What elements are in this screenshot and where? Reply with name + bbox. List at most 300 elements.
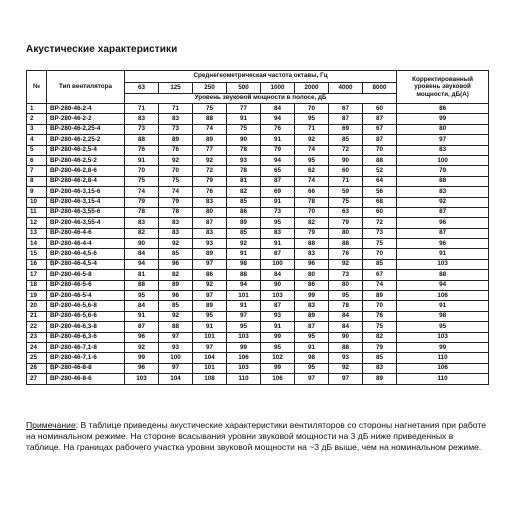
header-frequency: 1000	[261, 83, 295, 94]
row-number: 27	[27, 374, 47, 384]
fan-model: ВР-280-46-3,15-4	[47, 197, 125, 207]
sound-level: 95	[295, 363, 329, 373]
sound-level: 88	[329, 342, 363, 352]
sound-level: 91	[227, 301, 261, 311]
sound-level: 88	[125, 280, 159, 290]
row-number: 24	[27, 342, 47, 352]
sound-level: 78	[329, 301, 363, 311]
sound-level: 67	[363, 124, 397, 134]
corrected-level: 103	[397, 259, 489, 269]
sound-level: 78	[227, 145, 261, 155]
corrected-level: 83	[397, 187, 489, 197]
sound-level: 96	[125, 332, 159, 342]
row-number: 4	[27, 135, 47, 145]
sound-level: 87	[125, 322, 159, 332]
fan-model: ВР-280-46-7,1-8	[47, 342, 125, 352]
header-frequency: 63	[125, 83, 159, 94]
header-frequency: 4000	[329, 83, 363, 94]
table-row	[27, 301, 489, 311]
sound-level: 104	[159, 374, 193, 384]
fan-model: ВР-280-46-2,8-4	[47, 176, 125, 186]
sound-level: 89	[227, 218, 261, 228]
row-number: 5	[27, 145, 47, 155]
sound-level: 78	[125, 207, 159, 217]
fan-model: ВР-280-46-7,1-6	[47, 353, 125, 363]
sound-level: 88	[227, 270, 261, 280]
sound-level: 73	[159, 124, 193, 134]
fan-model: ВР-280-46-3,55-6	[47, 207, 125, 217]
sound-level: 95	[295, 332, 329, 342]
sound-level: 60	[363, 104, 397, 114]
sound-level: 83	[295, 249, 329, 259]
sound-level: 108	[193, 374, 227, 384]
fan-model: ВР-280-46-4-4	[47, 239, 125, 249]
sound-level: 74	[295, 145, 329, 155]
sound-level: 95	[295, 155, 329, 165]
sound-level: 96	[125, 363, 159, 373]
table-row	[27, 332, 489, 342]
header-frequency-group: Среднегеометрическая частота октавы, Гц	[125, 71, 397, 83]
header-frequency: 250	[193, 83, 227, 94]
corrected-level: 96	[397, 218, 489, 228]
row-number: 6	[27, 155, 47, 165]
sound-level: 74	[193, 124, 227, 134]
header-frequency: 500	[227, 83, 261, 94]
corrected-level: 110	[397, 353, 489, 363]
sound-level: 64	[363, 176, 397, 186]
table-row	[27, 311, 489, 321]
sound-level: 97	[193, 291, 227, 301]
row-number: 20	[27, 301, 47, 311]
sound-level: 70	[159, 166, 193, 176]
fan-model: ВР-280-46-3,15-6	[47, 187, 125, 197]
fan-model: ВР-280-46-5,6-6	[47, 311, 125, 321]
row-number: 16	[27, 259, 47, 269]
sound-level: 90	[329, 332, 363, 342]
sound-level: 67	[363, 270, 397, 280]
row-number: 10	[27, 197, 47, 207]
row-number: 26	[27, 363, 47, 373]
corrected-level: 83	[397, 145, 489, 155]
fan-model: ВР-280-46-8-6	[47, 374, 125, 384]
row-number: 25	[27, 353, 47, 363]
sound-level: 92	[329, 363, 363, 373]
fan-model: ВР-280-46-6,3-6	[47, 332, 125, 342]
sound-level: 102	[261, 353, 295, 363]
sound-level: 90	[125, 239, 159, 249]
fan-model: ВР-280-46-5,6-8	[47, 301, 125, 311]
page-title: Акустические характеристики	[26, 44, 178, 55]
sound-level: 78	[295, 197, 329, 207]
fan-model: ВР-280-46-2,8-6	[47, 166, 125, 176]
corrected-level: 110	[397, 374, 489, 384]
table-row	[27, 249, 489, 259]
sound-level: 87	[329, 114, 363, 124]
sound-level: 87	[193, 218, 227, 228]
sound-level: 99	[261, 363, 295, 373]
sound-level: 88	[193, 114, 227, 124]
row-number: 11	[27, 207, 47, 217]
corrected-level: 86	[397, 104, 489, 114]
sound-level: 76	[193, 187, 227, 197]
sound-level: 79	[193, 176, 227, 186]
sound-level: 75	[363, 239, 397, 249]
sound-level: 103	[227, 363, 261, 373]
sound-level: 90	[329, 155, 363, 165]
sound-level: 98	[295, 353, 329, 363]
fan-model: ВР-280-46-5-4	[47, 291, 125, 301]
corrected-level: 96	[397, 239, 489, 249]
row-number: 12	[27, 218, 47, 228]
sound-level: 92	[125, 342, 159, 352]
note-text: : В таблице приведены акустические характеристики вентиляторов со стороны нагнетания при работе на номинальном режиме. На стороне всасывания уровни звуковой мощности на 3 дБ ниже приведенных в таблице. На границах рабочего участка уровни звуковой мощности на ~3 дБ выше, чем на номинальном режиме.	[26, 420, 487, 452]
sound-level: 92	[159, 311, 193, 321]
sound-level: 90	[261, 280, 295, 290]
row-number: 22	[27, 322, 47, 332]
header-power-level: Уровень звуковой мощности в полосе, дБ	[125, 94, 397, 104]
sound-level: 106	[227, 353, 261, 363]
sound-level: 75	[329, 197, 363, 207]
sound-level: 89	[193, 249, 227, 259]
sound-level: 91	[295, 342, 329, 352]
corrected-level: 94	[397, 280, 489, 290]
sound-level: 94	[261, 155, 295, 165]
sound-level: 95	[261, 218, 295, 228]
sound-level: 91	[261, 322, 295, 332]
sound-level: 91	[125, 155, 159, 165]
row-number: 8	[27, 176, 47, 186]
sound-level: 76	[261, 124, 295, 134]
sound-level: 79	[295, 228, 329, 238]
sound-level: 77	[193, 145, 227, 155]
row-number: 9	[27, 187, 47, 197]
sound-level: 75	[193, 104, 227, 114]
sound-level: 95	[227, 322, 261, 332]
sound-level: 83	[159, 114, 193, 124]
fan-model: ВР-280-46-2,5-4	[47, 145, 125, 155]
sound-level: 93	[227, 155, 261, 165]
sound-level: 82	[125, 228, 159, 238]
fan-model: ВР-280-46-4,5-6	[47, 249, 125, 259]
corrected-level: 87	[397, 207, 489, 217]
fan-model: ВР-280-46-4-6	[47, 228, 125, 238]
corrected-level: 88	[397, 176, 489, 186]
sound-level: 88	[363, 155, 397, 165]
sound-level: 103	[227, 332, 261, 342]
row-number: 3	[27, 124, 47, 134]
corrected-level: 92	[397, 197, 489, 207]
sound-level: 73	[261, 207, 295, 217]
corrected-level: 88	[397, 270, 489, 280]
sound-level: 76	[159, 145, 193, 155]
fan-model: ВР-280-46-5-6	[47, 280, 125, 290]
sound-level: 71	[159, 104, 193, 114]
sound-level: 96	[295, 259, 329, 269]
sound-level: 79	[363, 342, 397, 352]
sound-level: 74	[295, 176, 329, 186]
table-row	[27, 114, 489, 124]
corrected-level: 103	[397, 332, 489, 342]
sound-level: 103	[125, 374, 159, 384]
sound-level: 72	[193, 166, 227, 176]
sound-level: 101	[193, 363, 227, 373]
sound-level: 83	[193, 228, 227, 238]
sound-level: 86	[227, 207, 261, 217]
corrected-level: 106	[397, 291, 489, 301]
sound-level: 85	[227, 197, 261, 207]
sound-level: 79	[125, 197, 159, 207]
table-row	[27, 187, 489, 197]
sound-level: 71	[125, 104, 159, 114]
sound-level: 84	[125, 301, 159, 311]
sound-level: 93	[159, 342, 193, 352]
sound-level: 72	[329, 145, 363, 155]
sound-level: 89	[363, 291, 397, 301]
sound-level: 92	[193, 280, 227, 290]
sound-level: 92	[295, 135, 329, 145]
sound-level: 71	[295, 124, 329, 134]
sound-level: 65	[261, 166, 295, 176]
sound-level: 84	[329, 311, 363, 321]
sound-level: 81	[125, 270, 159, 280]
sound-level: 84	[261, 270, 295, 280]
sound-level: 91	[193, 322, 227, 332]
sound-level: 95	[125, 291, 159, 301]
header-frequency: 8000	[363, 83, 397, 94]
sound-level: 88	[125, 135, 159, 145]
sound-level: 89	[159, 135, 193, 145]
table-row	[27, 135, 489, 145]
header-frequency: 125	[159, 83, 193, 94]
sound-level: 87	[261, 176, 295, 186]
sound-level: 97	[159, 363, 193, 373]
sound-level: 74	[363, 280, 397, 290]
sound-level: 82	[227, 187, 261, 197]
sound-level: 84	[329, 322, 363, 332]
sound-level: 69	[329, 124, 363, 134]
sound-level: 82	[295, 218, 329, 228]
sound-level: 87	[261, 301, 295, 311]
sound-level: 52	[363, 166, 397, 176]
sound-level: 62	[295, 166, 329, 176]
sound-level: 85	[159, 249, 193, 259]
sound-level: 80	[329, 280, 363, 290]
sound-level: 60	[363, 207, 397, 217]
sound-level: 83	[363, 363, 397, 373]
row-number: 15	[27, 249, 47, 259]
sound-level: 75	[363, 322, 397, 332]
sound-level: 78	[227, 166, 261, 176]
sound-level: 92	[193, 155, 227, 165]
fan-model: ВР-280-46-8-8	[47, 363, 125, 373]
sound-level: 67	[329, 104, 363, 114]
sound-level: 82	[159, 270, 193, 280]
sound-level: 87	[261, 249, 295, 259]
sound-level: 89	[363, 374, 397, 384]
sound-level: 80	[329, 228, 363, 238]
table-row	[27, 353, 489, 363]
sound-level: 56	[363, 187, 397, 197]
sound-level: 99	[125, 353, 159, 363]
sound-level: 97	[193, 259, 227, 269]
sound-level: 91	[227, 249, 261, 259]
sound-level: 78	[159, 207, 193, 217]
sound-level: 87	[295, 322, 329, 332]
sound-level: 85	[159, 301, 193, 311]
row-number: 1	[27, 104, 47, 114]
table-body	[27, 104, 489, 385]
sound-level: 88	[329, 239, 363, 249]
sound-level: 73	[329, 270, 363, 280]
table-row	[27, 291, 489, 301]
table-row	[27, 124, 489, 134]
sound-level: 97	[329, 374, 363, 384]
header-frequency: 2000	[295, 83, 329, 94]
corrected-level: 79	[397, 166, 489, 176]
sound-level: 94	[261, 114, 295, 124]
sound-level: 94	[125, 259, 159, 269]
sound-level: 84	[125, 249, 159, 259]
sound-level: 91	[261, 239, 295, 249]
sound-level: 88	[295, 239, 329, 249]
sound-level: 94	[227, 280, 261, 290]
row-number: 2	[27, 114, 47, 124]
sound-level: 91	[125, 311, 159, 321]
corrected-level: 99	[397, 114, 489, 124]
sound-level: 86	[295, 280, 329, 290]
corrected-level: 106	[397, 363, 489, 373]
sound-level: 104	[193, 353, 227, 363]
sound-level: 85	[363, 353, 397, 363]
sound-level: 85	[329, 135, 363, 145]
sound-level: 73	[363, 228, 397, 238]
sound-level: 70	[363, 145, 397, 155]
sound-level: 99	[227, 342, 261, 352]
row-number: 14	[27, 239, 47, 249]
table-row	[27, 166, 489, 176]
table-row	[27, 342, 489, 352]
sound-level: 89	[193, 301, 227, 311]
sound-level: 75	[227, 124, 261, 134]
corrected-level: 91	[397, 249, 489, 259]
row-number: 18	[27, 280, 47, 290]
table-row	[27, 104, 489, 114]
sound-level: 68	[363, 197, 397, 207]
sound-level: 98	[227, 259, 261, 269]
row-number: 21	[27, 311, 47, 321]
sound-level: 79	[159, 197, 193, 207]
sound-level: 81	[227, 176, 261, 186]
table-row	[27, 207, 489, 217]
fan-model: ВР-280-46-4,5-4	[47, 259, 125, 269]
sound-level: 79	[329, 218, 363, 228]
sound-level: 73	[125, 124, 159, 134]
sound-level: 95	[261, 342, 295, 352]
sound-level: 77	[227, 104, 261, 114]
sound-level: 70	[295, 104, 329, 114]
sound-level: 99	[295, 291, 329, 301]
fan-model: ВР-280-46-2,25-2	[47, 135, 125, 145]
sound-level: 93	[193, 239, 227, 249]
sound-level: 84	[261, 104, 295, 114]
header-corrected-level: Корректированный уровень звуковой мощности, дБ(А)	[397, 71, 489, 104]
sound-level: 85	[363, 259, 397, 269]
sound-level: 89	[295, 311, 329, 321]
fan-model: ВР-280-46-2-2	[47, 114, 125, 124]
fan-model: ВР-280-46-5-8	[47, 270, 125, 280]
sound-level: 86	[193, 270, 227, 280]
sound-level: 93	[261, 311, 295, 321]
sound-level: 91	[261, 197, 295, 207]
row-number: 17	[27, 270, 47, 280]
corrected-level: 97	[397, 135, 489, 145]
sound-level: 83	[159, 228, 193, 238]
sound-level: 71	[329, 176, 363, 186]
sound-level: 92	[159, 239, 193, 249]
sound-level: 80	[193, 207, 227, 217]
fan-model: ВР-280-46-3,55-4	[47, 218, 125, 228]
sound-level: 69	[261, 187, 295, 197]
table-row	[27, 145, 489, 155]
sound-level: 70	[363, 249, 397, 259]
row-number: 19	[27, 291, 47, 301]
sound-level: 101	[193, 332, 227, 342]
sound-level: 83	[295, 301, 329, 311]
fan-model: ВР-280-46-2,25-4	[47, 124, 125, 134]
sound-level: 60	[329, 166, 363, 176]
sound-level: 91	[227, 114, 261, 124]
sound-level: 83	[261, 228, 295, 238]
sound-level: 87	[363, 114, 397, 124]
sound-level: 93	[329, 353, 363, 363]
sound-level: 92	[227, 239, 261, 249]
sound-level: 76	[125, 145, 159, 155]
sound-level: 76	[329, 249, 363, 259]
header-fan-type: Тип вентилятора	[47, 71, 125, 104]
corrected-level: 87	[397, 228, 489, 238]
corrected-level: 100	[397, 155, 489, 165]
table-row	[27, 228, 489, 238]
corrected-level: 91	[397, 301, 489, 311]
sound-level: 72	[363, 218, 397, 228]
sound-level: 59	[329, 187, 363, 197]
row-number: 13	[27, 228, 47, 238]
table-row	[27, 322, 489, 332]
sound-level: 96	[159, 259, 193, 269]
sound-level: 85	[227, 228, 261, 238]
sound-level: 79	[261, 145, 295, 155]
sound-level: 75	[125, 176, 159, 186]
table-row	[27, 197, 489, 207]
sound-level: 75	[159, 176, 193, 186]
fan-model: ВР-280-46-2,5-2	[47, 155, 125, 165]
fan-model: ВР-280-46-6,3-8	[47, 322, 125, 332]
row-number: 7	[27, 166, 47, 176]
sound-level: 100	[261, 259, 295, 269]
sound-level: 96	[159, 291, 193, 301]
fan-model: ВР-280-46-2-4	[47, 104, 125, 114]
sound-level: 106	[261, 374, 295, 384]
sound-level: 83	[193, 197, 227, 207]
corrected-level: 99	[397, 342, 489, 352]
sound-level: 80	[295, 270, 329, 280]
sound-level: 91	[261, 135, 295, 145]
sound-level: 89	[159, 280, 193, 290]
table-row	[27, 176, 489, 186]
table-row	[27, 218, 489, 228]
sound-level: 89	[193, 135, 227, 145]
table-row	[27, 239, 489, 249]
